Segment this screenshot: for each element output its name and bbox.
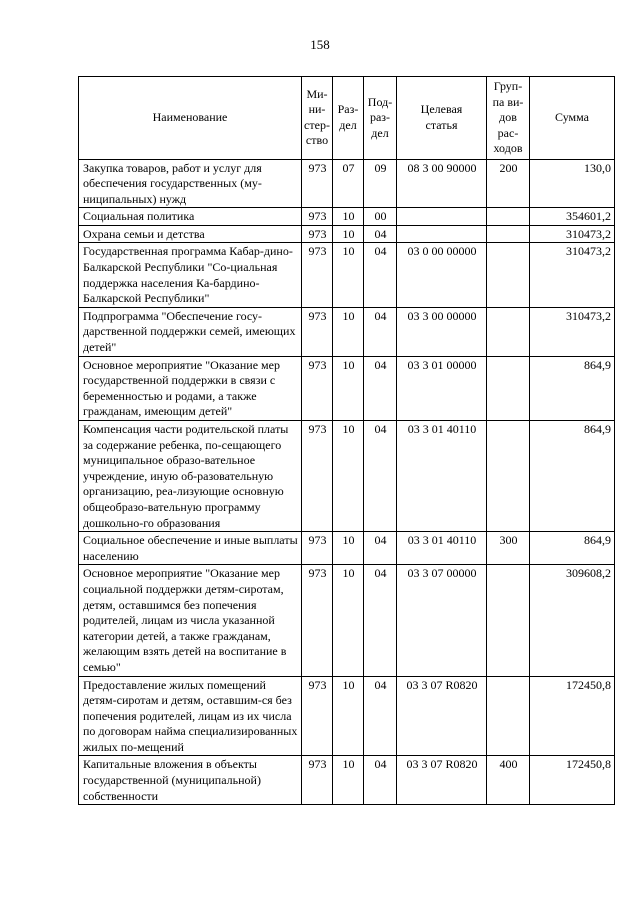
row-name: Государственная программа Кабар-дино-Балкарской Республики "Со-циальная поддержка населения Ка-бардино-Балкарской Республики" (79, 243, 302, 307)
row-group (487, 356, 530, 420)
row-ministry: 973 (302, 225, 333, 243)
row-subsection: 04 (364, 307, 397, 356)
row-group (487, 421, 530, 532)
table-row (79, 532, 615, 565)
row-subsection: 00 (364, 208, 397, 226)
row-ministry: 973 (302, 756, 333, 805)
row-subsection: 04 (364, 676, 397, 756)
header-subsection: Под- раз- дел (364, 77, 397, 160)
row-name: Компенсация части родительской платы за содержание ребенка, по-сещающего муниципальное образо-вательное учреждение, иную об-разовательную организацию, реа-лизующие основную общеобразо-вательную программу дошкольно-го образования (79, 421, 302, 532)
row-subsection: 04 (364, 565, 397, 676)
row-section: 10 (333, 307, 364, 356)
table-row (79, 208, 615, 226)
row-section: 07 (333, 159, 364, 208)
row-sum: 172450,8 (530, 676, 615, 756)
table-row (79, 676, 615, 756)
row-ministry: 973 (302, 421, 333, 532)
row-group (487, 565, 530, 676)
row-target: 03 3 00 00000 (397, 307, 487, 356)
row-section: 10 (333, 225, 364, 243)
row-target: 03 3 01 00000 (397, 356, 487, 420)
row-target: 03 3 07 R0820 (397, 756, 487, 805)
header-group: Груп- па ви- дов рас- ходов (487, 77, 530, 160)
budget-table (78, 76, 615, 805)
header-section: Раз- дел (333, 77, 364, 160)
row-sum: 310473,2 (530, 243, 615, 307)
page-number: 158 (310, 37, 330, 52)
row-name: Основное мероприятие "Оказание мер государственной поддержки в связи с беременностью и родами, а также гражданам, имеющим детей" (79, 356, 302, 420)
table-row (79, 225, 615, 243)
table-body (79, 159, 615, 805)
row-section: 10 (333, 243, 364, 307)
row-target: 03 3 01 40110 (397, 421, 487, 532)
row-name: Социальная политика (79, 208, 302, 226)
row-subsection: 04 (364, 243, 397, 307)
row-name: Закупка товаров, работ и услуг для обеспечения государственных (му-ниципальных) нужд (79, 159, 302, 208)
table-row (79, 565, 615, 676)
row-sum: 864,9 (530, 532, 615, 565)
row-ministry: 973 (302, 676, 333, 756)
row-name: Охрана семьи и детства (79, 225, 302, 243)
row-subsection: 04 (364, 225, 397, 243)
header-target: Целевая статья (397, 77, 487, 160)
row-group (487, 225, 530, 243)
row-ministry: 973 (302, 307, 333, 356)
row-subsection: 04 (364, 421, 397, 532)
row-name: Социальное обеспечение и иные выплаты населению (79, 532, 302, 565)
row-ministry: 973 (302, 565, 333, 676)
row-section: 10 (333, 756, 364, 805)
table-header-row (79, 77, 615, 160)
table-row (79, 307, 615, 356)
row-section: 10 (333, 421, 364, 532)
row-target: 03 3 07 R0820 (397, 676, 487, 756)
row-target: 03 3 07 00000 (397, 565, 487, 676)
row-target (397, 225, 487, 243)
row-sum: 864,9 (530, 356, 615, 420)
row-name: Основное мероприятие "Оказание мер социальной поддержки детям-сиротам, детям, оставшимся без попечения родителей, лицам из числа указанной категории детей, а также гражданам, желающим взять детей на воспитание в семью" (79, 565, 302, 676)
row-target: 08 3 00 90000 (397, 159, 487, 208)
row-group: 300 (487, 532, 530, 565)
table-row (79, 356, 615, 420)
row-sum: 310473,2 (530, 225, 615, 243)
row-sum: 864,9 (530, 421, 615, 532)
row-subsection: 04 (364, 532, 397, 565)
row-name: Предоставление жилых помещений детям-сиротам и детям, оставшим-ся без попечения родителей, лицам из их числа по договорам найма специализированных жилых по-мещений (79, 676, 302, 756)
row-subsection: 04 (364, 756, 397, 805)
row-subsection: 04 (364, 356, 397, 420)
table-row (79, 159, 615, 208)
row-ministry: 973 (302, 159, 333, 208)
header-sum: Сумма (530, 77, 615, 160)
row-ministry: 973 (302, 532, 333, 565)
row-sum: 354601,2 (530, 208, 615, 226)
row-sum: 310473,2 (530, 307, 615, 356)
row-ministry: 973 (302, 208, 333, 226)
table-row (79, 756, 615, 805)
row-ministry: 973 (302, 356, 333, 420)
row-section: 10 (333, 676, 364, 756)
row-section: 10 (333, 565, 364, 676)
header-ministry: Ми- ни- стер- ство (302, 77, 333, 160)
row-name: Капитальные вложения в объекты государственной (муниципальной) собственности (79, 756, 302, 805)
row-group: 400 (487, 756, 530, 805)
table-row (79, 243, 615, 307)
header-name: Наименование (79, 77, 302, 160)
row-subsection: 09 (364, 159, 397, 208)
row-group (487, 243, 530, 307)
row-target: 03 3 01 40110 (397, 532, 487, 565)
row-sum: 172450,8 (530, 756, 615, 805)
row-target: 03 0 00 00000 (397, 243, 487, 307)
row-group (487, 676, 530, 756)
row-group (487, 307, 530, 356)
row-group (487, 208, 530, 226)
row-section: 10 (333, 356, 364, 420)
row-group: 200 (487, 159, 530, 208)
row-section: 10 (333, 208, 364, 226)
row-ministry: 973 (302, 243, 333, 307)
row-sum: 309608,2 (530, 565, 615, 676)
row-section: 10 (333, 532, 364, 565)
row-sum: 130,0 (530, 159, 615, 208)
table-row (79, 421, 615, 532)
row-target (397, 208, 487, 226)
row-name: Подпрограмма "Обеспечение госу-дарственной поддержки семей, имеющих детей" (79, 307, 302, 356)
